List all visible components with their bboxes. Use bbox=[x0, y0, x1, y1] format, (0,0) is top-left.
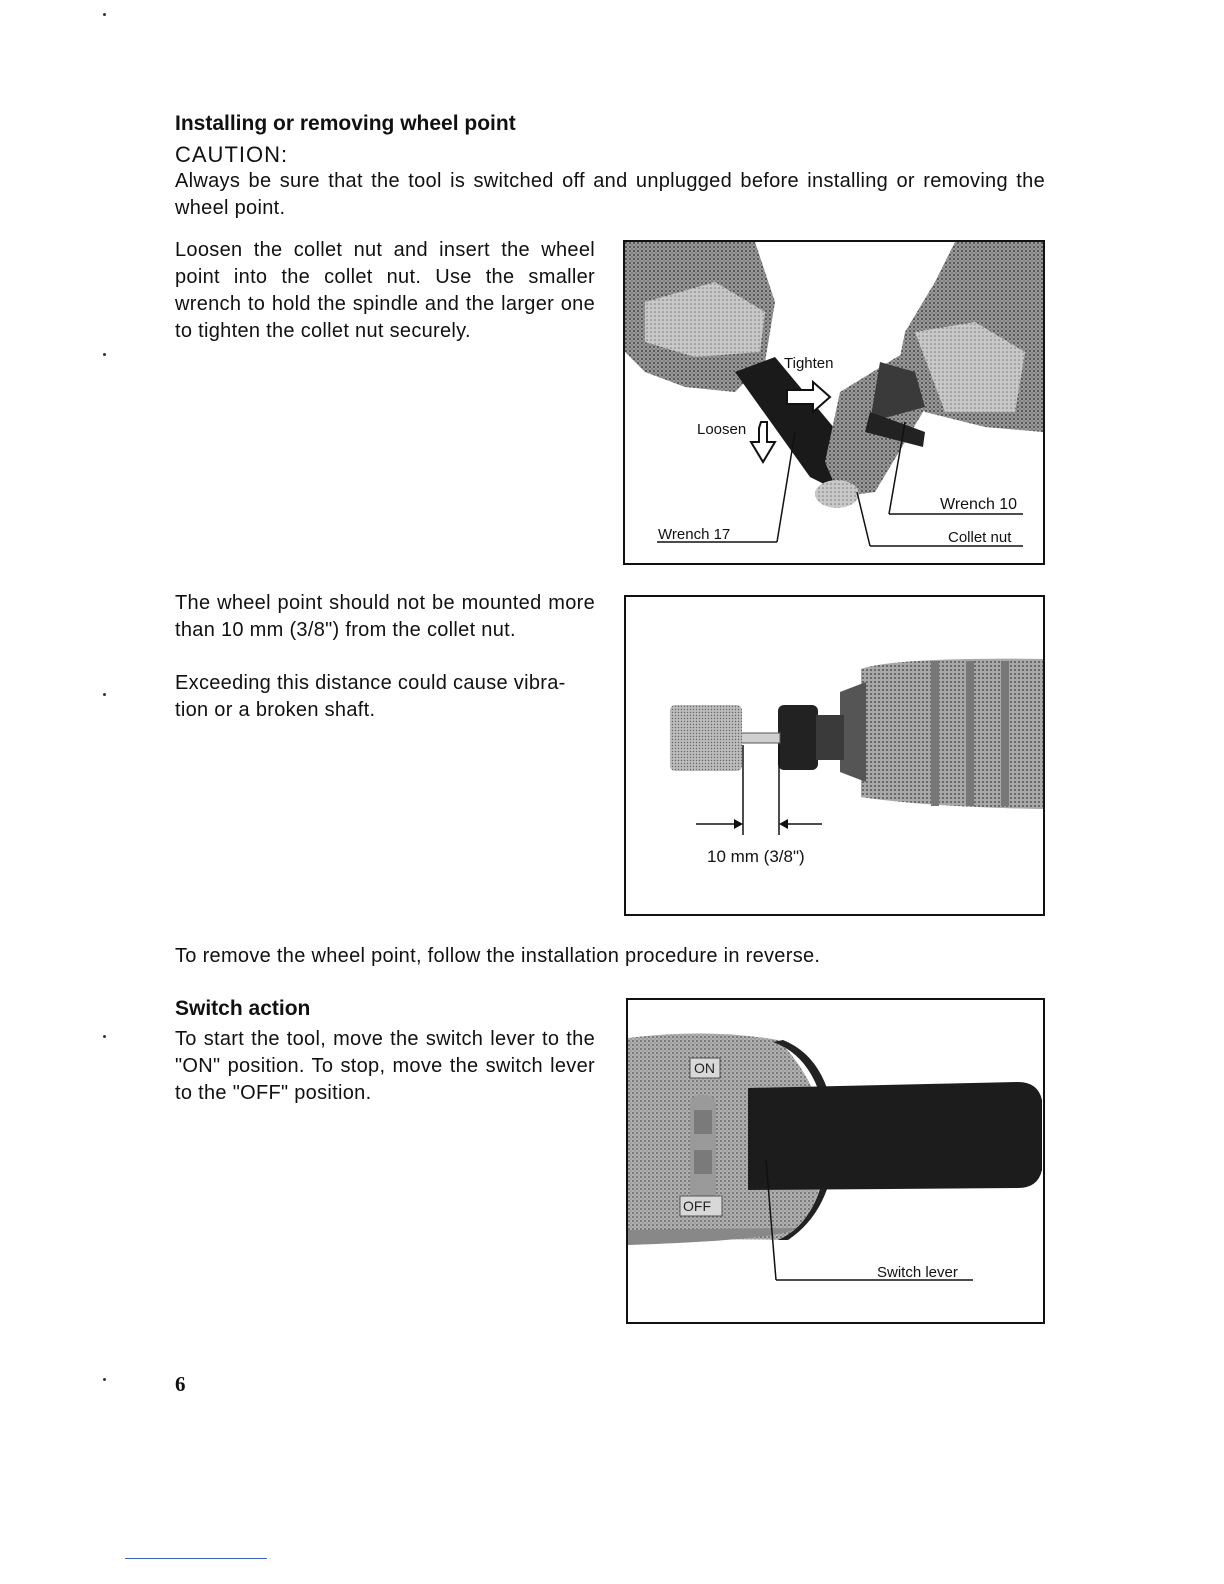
margin-dot bbox=[103, 693, 106, 696]
label-switch-lever: Switch lever bbox=[877, 1264, 958, 1281]
figure-wrench-illustration bbox=[625, 242, 1043, 563]
margin-dot bbox=[103, 353, 106, 356]
mounting-distance-paragraph: The wheel point should not be mounted more than 10 mm (3/8") from the collet nut. bbox=[175, 592, 595, 641]
label-wrench-17: Wrench 17 bbox=[658, 526, 731, 543]
margin-dot bbox=[103, 1378, 106, 1381]
label-collet-nut: Collet nut bbox=[948, 529, 1012, 546]
section-heading-wheel-point: Installing or removing wheel point bbox=[175, 112, 516, 135]
label-wrench-10: Wrench 10 bbox=[940, 496, 1018, 513]
caution-text: Always be sure that the tool is switched off and unplugged before installing or removing the wheel point. bbox=[175, 170, 1045, 219]
vibration-warning-line2: tion or a broken shaft. bbox=[175, 699, 376, 721]
label-loosen: Loosen bbox=[697, 421, 747, 438]
figure-switch-illustration bbox=[628, 1000, 1043, 1322]
label-distance: 10 mm (3/8") bbox=[707, 847, 805, 866]
footer-rule bbox=[125, 1558, 267, 1559]
label-on: ON bbox=[694, 1060, 715, 1076]
removal-paragraph: To remove the wheel point, follow the installation procedure in reverse. bbox=[175, 945, 821, 967]
switch-paragraph: To start the tool, move the switch lever to the "ON" position. To stop, move the switch lever to the "OFF" position. bbox=[175, 1028, 595, 1104]
label-tighten: Tighten bbox=[784, 355, 834, 372]
figure-mounting-distance bbox=[624, 595, 1045, 916]
install-paragraph: Loosen the collet nut and insert the wheel point into the collet nut. Use the smaller wrench to hold the spindle and the larger one to tighten the collet nut securely. bbox=[175, 239, 595, 342]
margin-dot bbox=[103, 1035, 106, 1038]
section-heading-switch-action: Switch action bbox=[175, 997, 311, 1020]
figure-switch-lever bbox=[626, 998, 1045, 1324]
label-off: OFF bbox=[683, 1198, 711, 1214]
figure-wrench-tightening bbox=[623, 240, 1045, 565]
page-number: 6 bbox=[175, 1372, 186, 1396]
caution-label: CAUTION: bbox=[175, 142, 289, 167]
margin-dot bbox=[103, 13, 106, 16]
figure-distance-illustration bbox=[626, 597, 1043, 914]
vibration-warning-line1: Exceeding this distance could cause vibra- bbox=[175, 672, 566, 694]
